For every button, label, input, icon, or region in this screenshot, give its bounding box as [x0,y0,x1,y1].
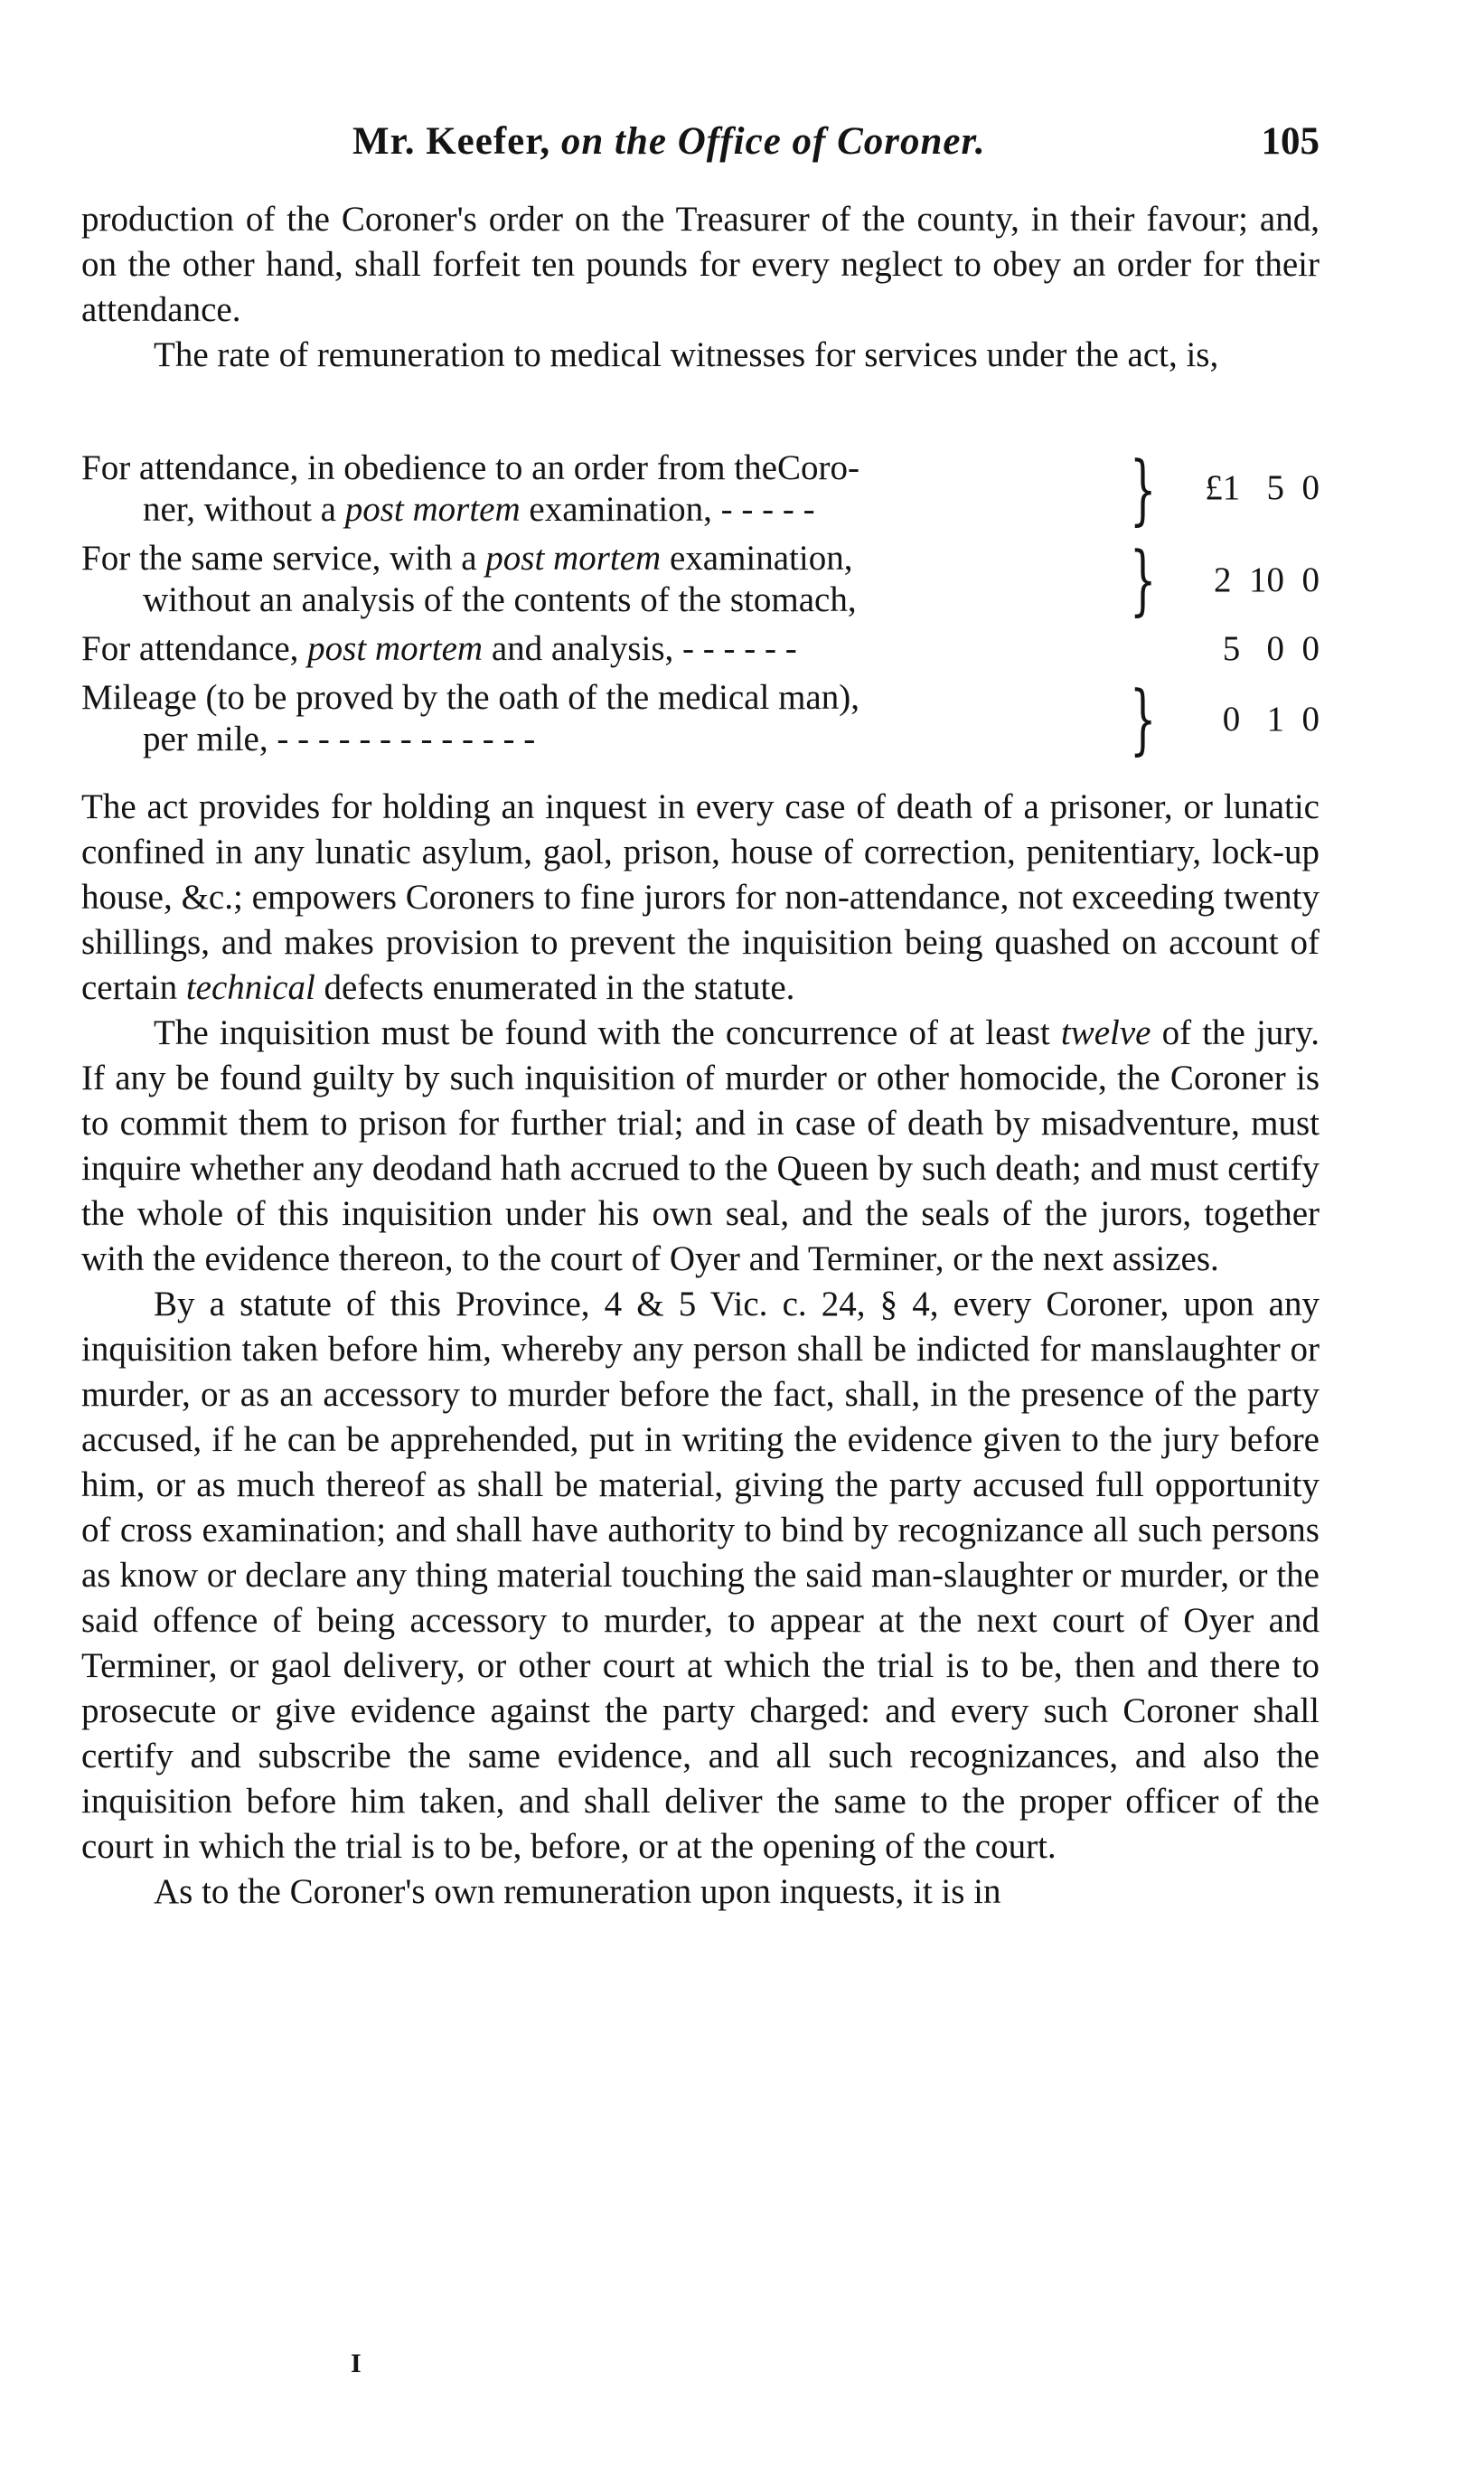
fee-text-italic: post mortem [485,539,662,578]
running-title [352,119,986,164]
fee-text: For attendance, [81,629,308,668]
page-number: 105 [1261,120,1320,163]
fee-amount: 5 0 0 [1222,629,1320,668]
fee-line: For attendance, in obedience to an order from theCoro- [81,448,859,487]
paragraph-text-italic: technical [185,968,315,1007]
fee-line: Mileage (to be proved by the oath of the medical man), [81,678,859,717]
brace-symbol: } [1130,674,1157,763]
body-text-main [81,785,1320,1915]
fee-description [81,674,1157,763]
fee-description [81,447,1157,531]
fee-text: and analysis, - - - - - - [483,629,797,668]
fee-line [81,538,1157,579]
fee-line [81,628,1157,670]
fee-row [81,535,1320,628]
act-provides-paragraph [81,785,1320,1011]
fee-row [81,628,1320,677]
remuneration-paragraph: As to the Coroner's own remuneration upon inquests, it is in [154,1872,1001,1911]
running-title-subject: on the Office of Coroner. [560,120,986,163]
fee-text: examination, - - - - - [520,490,815,529]
fee-text: ner, without a [143,490,345,529]
brace-symbol: } [1130,445,1157,533]
paragraph-text: defects enumerated in the statute. [315,968,795,1007]
fee-text: For the same service, with a [81,539,486,578]
fee-amount: £1 5 0 [1205,468,1320,507]
fee-text-italic: post mortem [344,490,521,529]
fee-text: examination, [661,539,853,578]
rate-intro-paragraph: The rate of remuneration to medical witnesses for services under the act, is, [154,335,1219,374]
inquisition-paragraph [81,1011,1320,1282]
fee-row [81,674,1320,767]
fee-line [81,489,1157,531]
signature-mark: I [351,2349,362,2378]
statute-paragraph: By a statute of this Province, 4 & 5 Vic. c. 24, § 4, every Coroner, upon any inquisition taken before him, whereby any person shall be indicted for manslaughter or murder, or as an accessory to murder before the fact, shall, in the presence of the party accused, if he can be apprehended, put in writing the evidence given to the jury before him, or as much thereof as shall be material, giving the party accused full opportunity of cross examination; and shall have authority to bind by recognizance all such persons as know or declare any thing material touching the said man-slaughter or murder, or the said offence of being accessory to murder, to appear at the next court of Oyer and Terminer, or gaol delivery, or other court at which the trial is to be, then and there to prosecute or give evidence against the party charged: and every such Coroner shall certify and subscribe the same evidence, and all such recognizances, and also the inquisition before him taken, and shall deliver the same to the proper officer of the court in which the trial is to be, before, or at the opening of the court. [81,1285,1320,1866]
fee-amount: 0 1 0 [1222,700,1320,739]
running-title-author: Mr. Keefer, [352,120,551,163]
paragraph-text: The inquisition must be found with the concurrence of at least [154,1013,1061,1052]
fee-row [81,447,1320,538]
brace-symbol: } [1130,535,1157,624]
paragraph-text-italic: twelve [1060,1013,1151,1052]
fee-schedule [81,447,1320,767]
intro-paragraph: production of the Coroner's order on the Treasurer of the county, in their favour; and, on the other hand, shall forfeit ten pounds for every neglect to obey an order for their attendance. [81,200,1320,329]
fee-line: per mile, - - - - - - - - - - - - - [143,720,536,758]
paragraph-text: of the jury. If any be found guilty by such inquisition of murder or other homocide, the Coroner is to commit them to prison for further trial; and in case of death by misadventure, must inquire whether any deodand hath accrued to the Queen by such death; and must certify the whole of this inquisition under his own seal, and the seals of the jurors, together with the evidence thereon, to the court of Oyer and Terminer, or the next assizes. [81,1013,1320,1278]
fee-text-italic: post mortem [307,629,484,668]
fee-line: without an analysis of the contents of the stomach, [143,580,857,619]
fee-description [81,628,1157,670]
fee-description [81,535,1157,624]
running-header [81,119,1320,174]
fee-amount: 2 10 0 [1214,560,1320,599]
paragraph-text: The act provides for holding an inquest in every case of death of a prisoner, or lunatic confined in any lunatic asylum, gaol, prison, house of correction, penitentiary, lock-up house, &c.; empowers Coroners to fine jurors for non-attendance, not exceeding twenty shillings, and makes provision to prevent the inquisition being quashed on account of certain [81,787,1320,1007]
body-text-top [81,197,1320,378]
